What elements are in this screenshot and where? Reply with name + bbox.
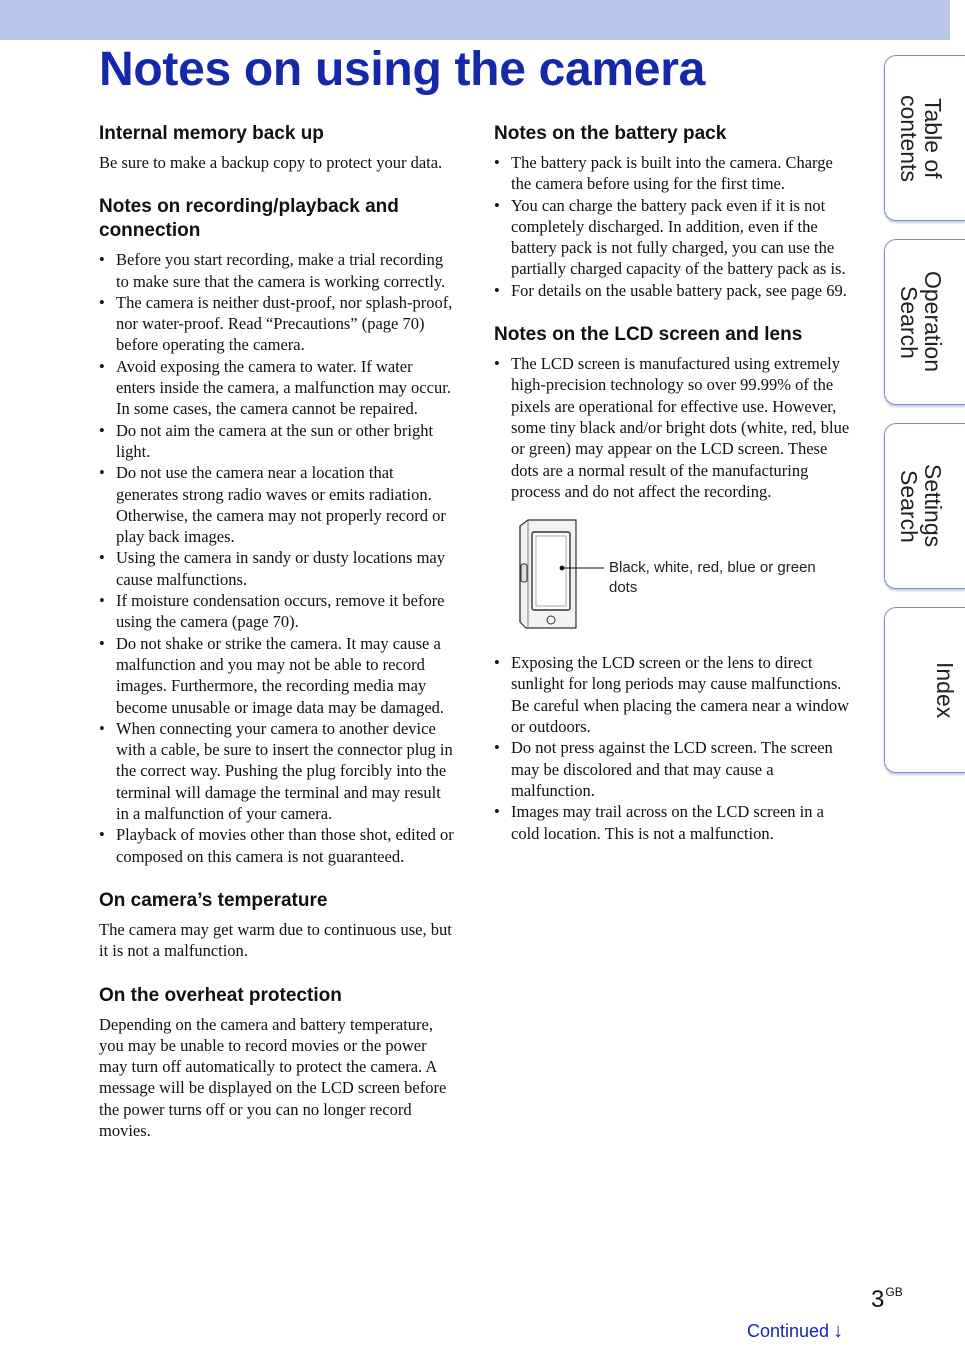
bullet-list	[494, 652, 850, 844]
bullet-icon: •	[494, 153, 500, 172]
section-lcd-screen-lens	[494, 323, 850, 844]
tab-label: Index	[932, 661, 958, 719]
page-number: $3^{GB}$	[871, 1285, 903, 1313]
list-item: • When connecting your camera to another device with a cable, be sure to insert the connector plug in the correct way. Pushing the plug forcibly into the terminal will damage the terminal and may result in a malfunction of your camera.	[99, 718, 453, 824]
bullet-icon: •	[99, 420, 105, 440]
bullet-icon: •	[99, 292, 105, 312]
bullet-icon: •	[494, 738, 500, 758]
list-item: • Using the camera in sandy or dusty locations may cause malfunctions.	[99, 548, 446, 589]
list-item: • Do not use the camera near a location that generates strong radio waves or emits radiation. Otherwise, the camera may not properly record or play back images.	[99, 463, 446, 547]
section-heading: Notes on recording/playback and connection	[99, 196, 399, 242]
list-item: • The LCD screen is manufactured using extremely high-precision technology so over 99.99% of the pixels are operational for effective use. However, some tiny black and/or bright dots (white, red, blue or green) may appear on the LCD screen. These dots are a normal result of the manufacturing process and do not affect the recording.	[494, 354, 850, 501]
bullet-icon: •	[494, 354, 500, 374]
list-item: • You can charge the battery pack even if it is not completely discharged. In addition, even if the battery pack is not fully charged, you can use the partially charged capacity of the battery pack as is.	[494, 195, 846, 279]
tab-label: Operation Search	[896, 271, 946, 373]
page-title: Notes on using the camera	[99, 43, 705, 96]
list-item: • Playback of movies other than those shot, edited or composed on this camera is not guaranteed.	[99, 825, 454, 866]
tab-settings-search[interactable]	[884, 423, 965, 589]
bullet-list	[99, 249, 455, 867]
bullet-icon: •	[99, 591, 105, 611]
section-camera-temperature	[99, 889, 455, 962]
section-heading: On camera’s temperature	[99, 889, 328, 911]
section-body: The camera may get warm due to continuous use, but it is not a malfunction.	[99, 919, 452, 961]
list-item: • Do not shake or strike the camera. It may cause a malfunction and you may not be able to record images. Furthermore, the recording media may become unusable or image data may be damaged.	[99, 633, 445, 717]
section-internal-memory	[99, 122, 455, 173]
bullet-icon: •	[99, 633, 105, 653]
down-arrow-icon: ↓	[833, 1320, 844, 1342]
tab-index[interactable]	[884, 607, 965, 773]
left-column	[99, 122, 455, 1163]
list-item: • The camera is neither dust-proof, nor splash-proof, nor water-proof. Read “Precautions” (page 70) before operating the camera.	[99, 292, 453, 355]
list-item: • Exposing the LCD screen or the lens to direct sunlight for long periods may cause malfunctions. Be careful when placing the camera near a window or outdoors.	[494, 653, 850, 737]
list-item: • Images may trail across on the LCD screen in a cold location. This is not a malfunction.	[494, 802, 824, 843]
bullet-list	[494, 152, 850, 301]
tab-table-of-contents[interactable]	[884, 55, 965, 221]
figure-label: Black, white, red, blue or green dots	[609, 559, 816, 597]
section-heading: Notes on the LCD screen and lens	[494, 324, 803, 346]
list-item: • For details on the usable battery pack, see page 69.	[494, 280, 847, 300]
bullet-icon: •	[99, 718, 105, 738]
section-heading: On the overheat protection	[99, 984, 342, 1006]
continued-link[interactable]: Continued ↓	[747, 1320, 844, 1342]
list-item: • If moisture condensation occurs, remove it before using the camera (page 70).	[99, 591, 445, 632]
bullet-icon: •	[99, 356, 105, 376]
tab-operation-search[interactable]	[884, 239, 965, 405]
bullet-icon: •	[494, 802, 500, 822]
bullet-icon: •	[99, 463, 105, 483]
section-recording-playback	[99, 195, 455, 867]
list-item: • The battery pack is built into the camera. Charge the camera before using for the first time.	[494, 153, 833, 194]
section-overheat-protection	[99, 984, 455, 1142]
section-body: Depending on the camera and battery temperature, you may be unable to record movies or the power may turn off automatically to protect the camera. A message will be displayed on the LCD screen before the power turns off or you can no longer record movies.	[99, 1014, 447, 1140]
bullet-icon: •	[494, 280, 500, 300]
camera-lcd-illustration	[514, 516, 614, 632]
header-band	[0, 0, 950, 40]
bullet-list	[494, 353, 850, 502]
list-item: • Before you start recording, make a trial recording to make sure that the camera is working correctly.	[99, 250, 446, 291]
list-item: • Avoid exposing the camera to water. If water enters inside the camera, a malfunction may occur. In some cases, the camera cannot be repaired.	[99, 356, 451, 419]
section-heading: Internal memory back up	[99, 123, 324, 144]
bullet-icon: •	[494, 195, 500, 215]
lcd-dots-figure	[494, 516, 850, 636]
section-body: Be sure to make a backup copy to protect your data.	[99, 153, 443, 172]
right-column	[494, 122, 850, 866]
bullet-icon: •	[99, 825, 105, 845]
list-item: • Do not aim the camera at the sun or other bright light.	[99, 420, 434, 461]
tab-label: Settings Search	[896, 464, 946, 548]
bullet-icon: •	[99, 548, 105, 568]
bullet-icon: •	[99, 250, 105, 270]
section-heading: Notes on the battery pack	[494, 123, 727, 144]
tab-label: Table of contents	[896, 94, 946, 182]
list-item: • Do not press against the LCD screen. The screen may be discolored and that may cause a malfunction.	[494, 738, 833, 800]
section-battery-pack	[494, 122, 850, 301]
bullet-icon: •	[494, 653, 500, 673]
